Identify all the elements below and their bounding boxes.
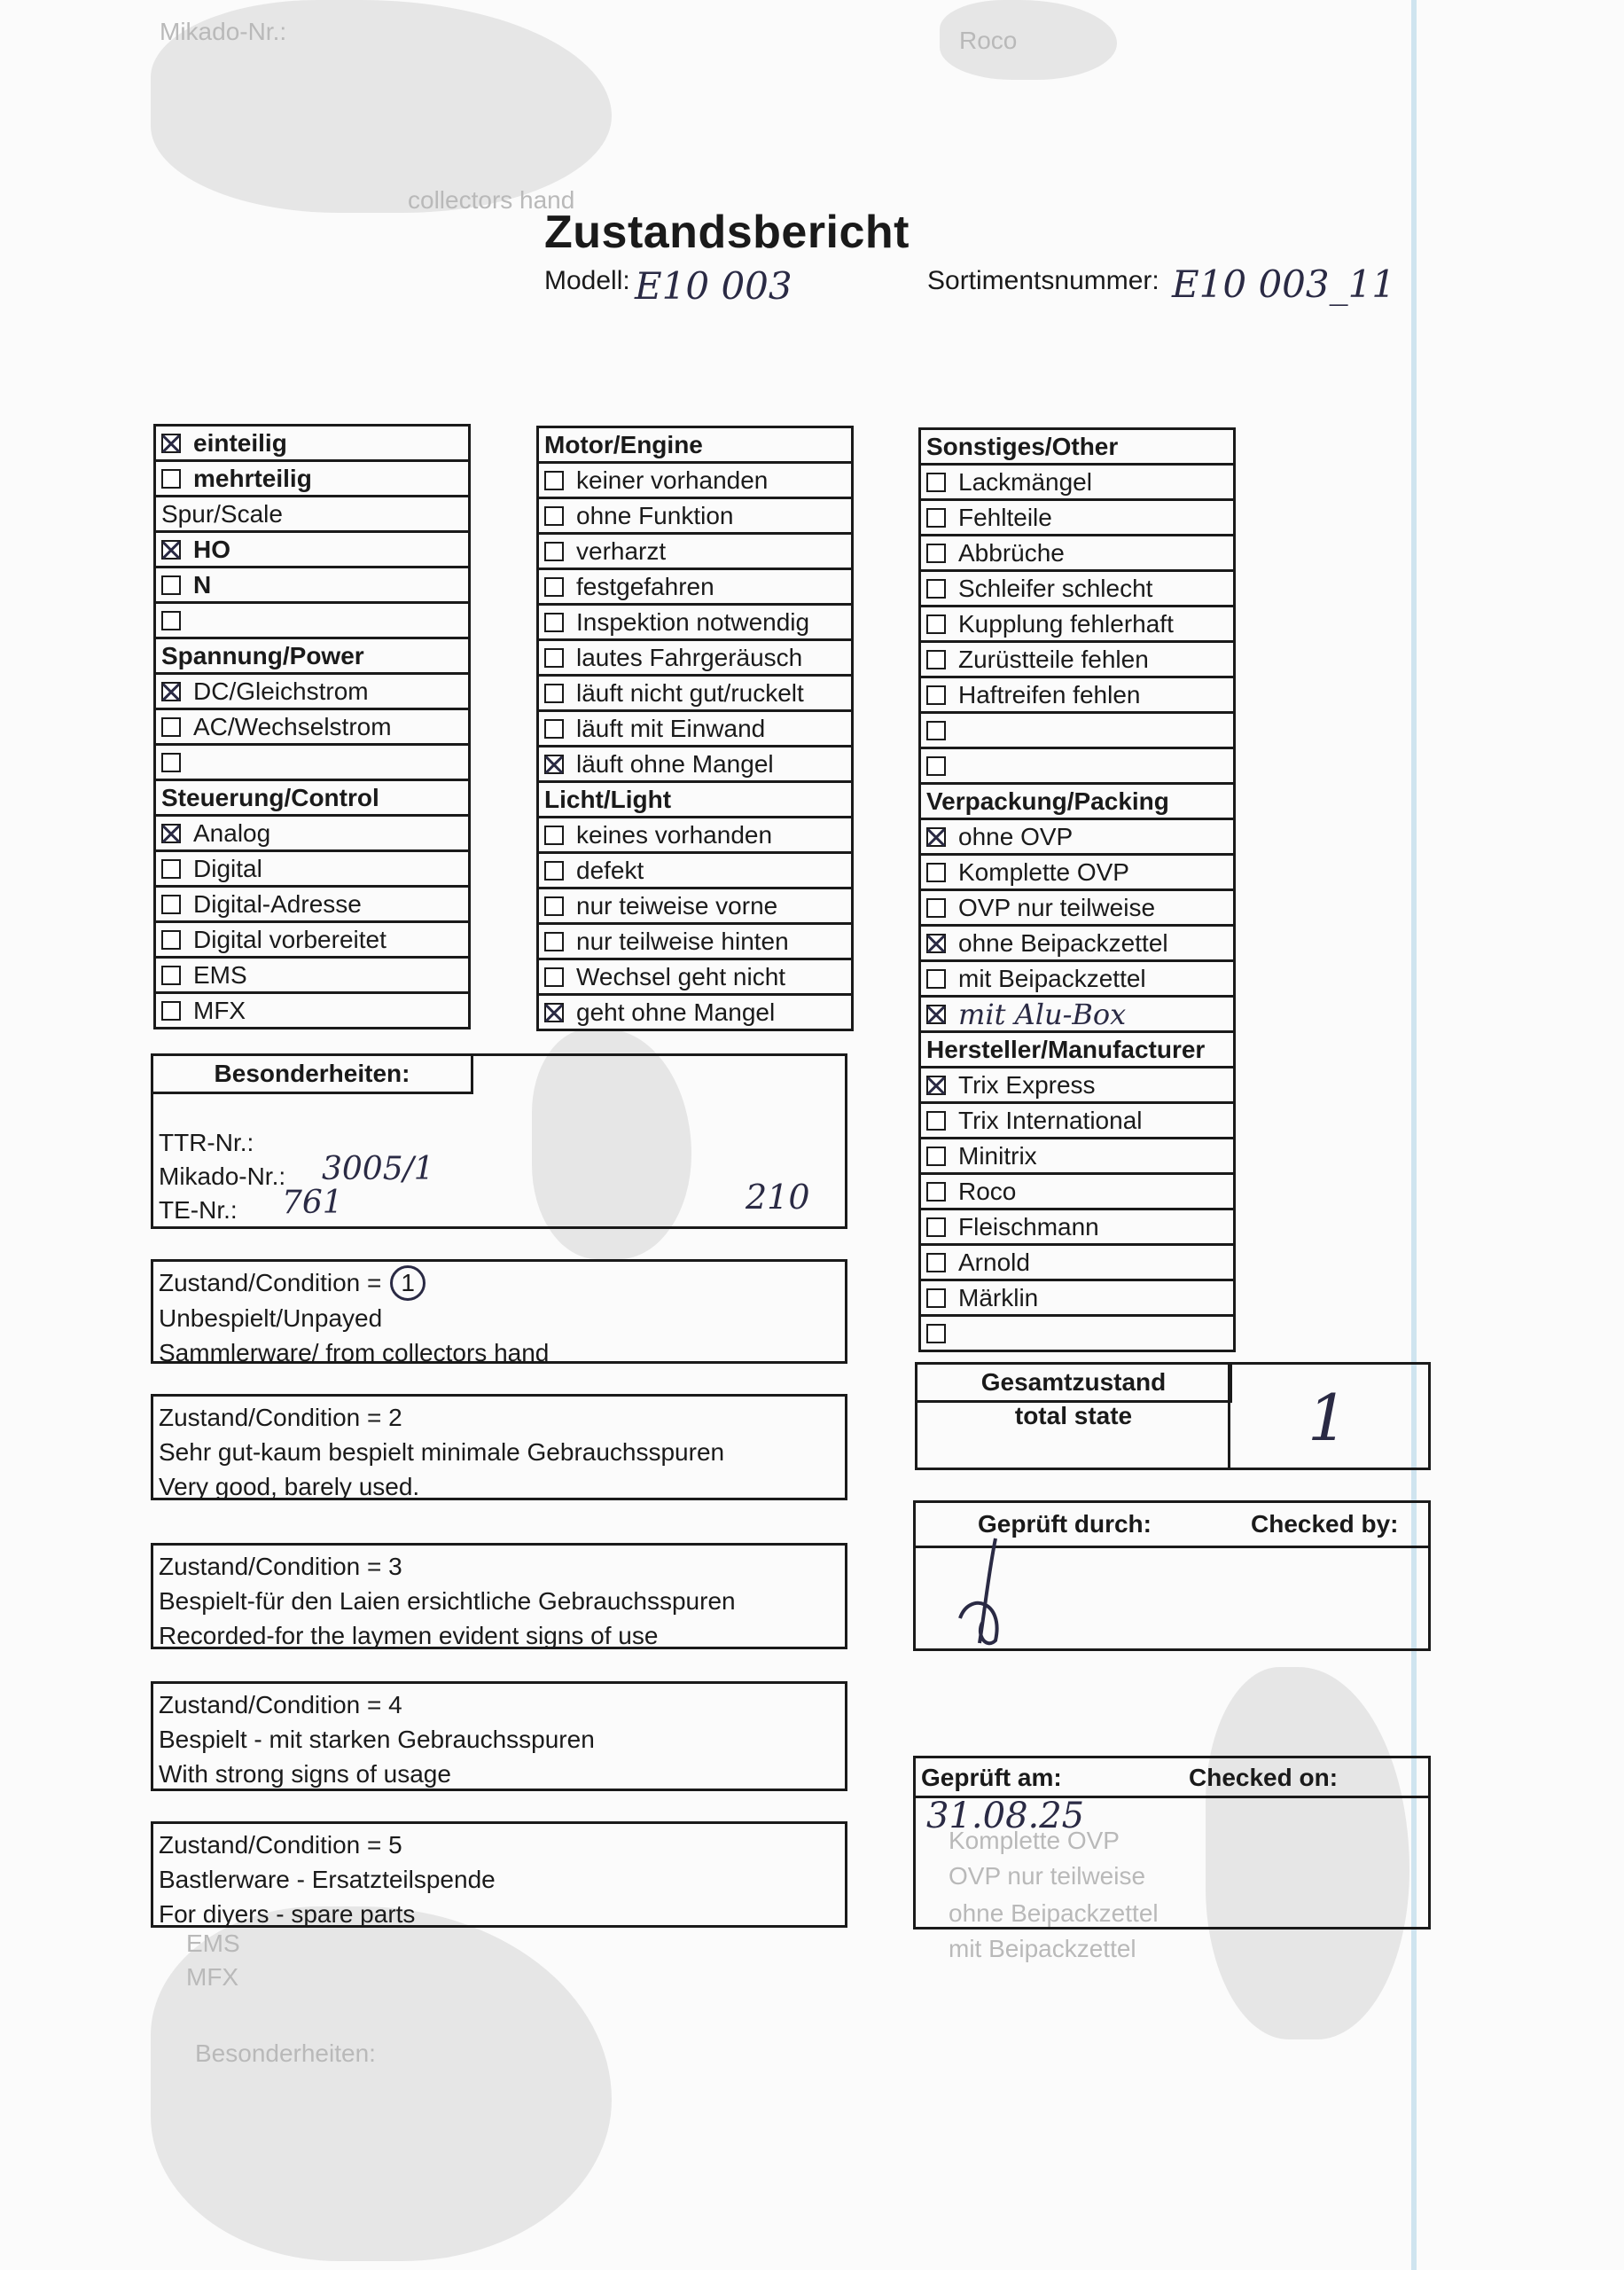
checklist-column-scale	[153, 424, 471, 1029]
checkbox-icon[interactable]	[544, 826, 564, 845]
row-label: N	[193, 570, 212, 599]
gepruft-durch-label: Geprüft durch:	[978, 1510, 1152, 1538]
row-label: Fehlteile	[958, 503, 1052, 531]
row-label: Fleischmann	[958, 1212, 1099, 1241]
row-label: Licht/Light	[544, 785, 672, 813]
row-label: Trix Express	[958, 1070, 1096, 1099]
checkbox-icon[interactable]	[544, 719, 564, 739]
checklist-row	[921, 1281, 1233, 1317]
bleed-text: Komplette OVP	[949, 1827, 1120, 1854]
checklist-row	[539, 854, 851, 889]
row-label: Digital-Adresse	[193, 889, 362, 918]
checkbox-icon[interactable]	[544, 861, 564, 881]
checkbox-icon[interactable]	[544, 577, 564, 597]
section-header	[156, 637, 468, 675]
row-label: mehrteilig	[193, 464, 312, 492]
row-label: EMS	[193, 960, 247, 989]
condition-5-title: Zustand/Condition = 5	[159, 1831, 402, 1859]
checkbox-icon[interactable]	[161, 611, 181, 630]
checkbox-icon[interactable]	[926, 579, 946, 599]
checklist-row	[539, 677, 851, 712]
checklist-row	[921, 1139, 1233, 1175]
condition-4-line1: Bespielt - mit starken Gebrauchsspuren	[159, 1726, 595, 1753]
row-label: Zurüstteile fehlen	[958, 645, 1149, 673]
extra-value: 210	[746, 1178, 810, 1217]
checklist-row	[156, 888, 468, 923]
checkbox-icon[interactable]	[161, 859, 181, 879]
checked-on-label: Checked on:	[1189, 1764, 1339, 1791]
gesamt-label-de: Gesamtzustand	[980, 1368, 1167, 1396]
condition-1-title: Zustand/Condition =	[159, 1269, 382, 1296]
row-label: defekt	[576, 856, 644, 884]
checklist-row	[921, 607, 1233, 643]
section-header	[921, 782, 1233, 820]
row-label: Sonstiges/Other	[926, 432, 1119, 460]
condition-5-box	[151, 1821, 847, 1928]
checkbox-icon[interactable]	[544, 684, 564, 703]
checklist-row	[921, 820, 1233, 856]
row-label: ohne Funktion	[576, 501, 734, 529]
row-label: läuft mit Einwand	[576, 714, 766, 742]
modell-value: E10 003	[635, 264, 792, 308]
checkbox-checked-icon[interactable]	[544, 1003, 564, 1022]
modell-label: Modell:	[544, 266, 630, 295]
checkbox-icon[interactable]	[926, 1217, 946, 1237]
checkbox-icon[interactable]	[544, 967, 564, 987]
row-label: einteilig	[193, 428, 287, 457]
row-label: keiner vorhanden	[576, 466, 769, 494]
checklist-row	[156, 852, 468, 888]
gesamt-label-en: total state	[1014, 1402, 1133, 1429]
checklist-row	[539, 925, 851, 960]
row-label: OVP nur teilweise	[958, 893, 1156, 921]
sortiment-label: Sortimentsnummer:	[927, 266, 1159, 295]
checkbox-icon[interactable]	[926, 1111, 946, 1131]
checkbox-checked-icon[interactable]	[926, 827, 946, 847]
section-header	[539, 426, 851, 464]
gesamt-box	[915, 1362, 1431, 1470]
condition-2-line2: Very good, barely used.	[159, 1473, 420, 1500]
row-label: ohne OVP	[958, 822, 1074, 850]
checklist-row	[539, 748, 851, 783]
checklist-row	[156, 533, 468, 568]
gepruft-durch-box	[913, 1500, 1431, 1651]
row-label: festgefahren	[576, 572, 714, 600]
checklist-row	[156, 959, 468, 994]
row-label: Arnold	[958, 1248, 1030, 1276]
row-label: Haftreifen fehlen	[958, 680, 1141, 708]
checklist-row	[539, 996, 851, 1031]
condition-2-box	[151, 1394, 847, 1500]
condition-1-line2: Sammlerware/ from collectors hand	[159, 1339, 550, 1366]
row-label: verharzt	[576, 536, 667, 565]
row-label: nur teilweise hinten	[576, 927, 789, 955]
checklist-row	[539, 960, 851, 996]
checklist-row	[921, 856, 1233, 891]
checklist-row	[921, 998, 1233, 1033]
checklist-row	[156, 923, 468, 959]
mikado-label: Mikado-Nr.:	[159, 1162, 286, 1190]
checklist-row	[921, 1068, 1233, 1104]
checklist-row	[921, 714, 1233, 749]
row-label: Trix International	[958, 1106, 1143, 1134]
bleed-smudge	[151, 1906, 612, 2261]
bleed-text: OVP nur teilweise	[949, 1862, 1146, 1890]
checkbox-checked-icon[interactable]	[926, 1076, 946, 1095]
row-label: AC/Wechselstrom	[193, 712, 392, 740]
row-label: Kupplung fehlerhaft	[958, 609, 1174, 638]
checklist-column-motor	[536, 426, 854, 1031]
checkbox-icon[interactable]	[926, 614, 946, 634]
checkbox-icon[interactable]	[926, 473, 946, 492]
checkbox-icon[interactable]	[161, 753, 181, 772]
gepruft-am-value: 31.08.25	[926, 1796, 1085, 1836]
row-label: keines vorhanden	[576, 820, 773, 849]
condition-3-box	[151, 1543, 847, 1649]
checkbox-checked-icon[interactable]	[926, 934, 946, 953]
mikado-value: 3005/1	[322, 1151, 434, 1187]
checklist-row	[156, 427, 468, 462]
checklist-row	[921, 891, 1233, 927]
bleed-text: collectors hand	[408, 186, 575, 214]
bleed-text: Besonderheiten:	[195, 2039, 376, 2067]
checklist-column-other	[918, 427, 1236, 1352]
checkbox-icon[interactable]	[161, 895, 181, 914]
row-label: lautes Fahrgeräusch	[576, 643, 803, 671]
checklist-row	[539, 606, 851, 641]
checklist-row	[921, 927, 1233, 962]
checklist-row	[921, 1317, 1233, 1352]
row-label: Digital	[193, 854, 262, 882]
checklist-row	[921, 572, 1233, 607]
row-label: Spannung/Power	[161, 641, 364, 669]
checklist-row	[921, 962, 1233, 998]
checkbox-icon[interactable]	[161, 717, 181, 737]
checklist-row	[156, 675, 468, 710]
checkbox-checked-icon[interactable]	[161, 682, 181, 701]
checkbox-icon[interactable]	[926, 544, 946, 563]
checklist-row	[921, 678, 1233, 714]
checkbox-icon[interactable]	[544, 542, 564, 561]
row-label: geht ohne Mangel	[576, 998, 776, 1026]
condition-1-line1: Unbespielt/Unpayed	[159, 1304, 383, 1332]
checklist-row	[539, 535, 851, 570]
page-title: Zustandsbericht	[544, 207, 910, 258]
gepruft-am-label: Geprüft am:	[921, 1764, 1062, 1791]
checkbox-checked-icon[interactable]	[161, 434, 181, 453]
checkbox-icon[interactable]	[544, 896, 564, 916]
row-label: läuft nicht gut/ruckelt	[576, 678, 804, 707]
bleed-text: Mikado-Nr.:	[160, 18, 287, 45]
row-label: Schleifer schlecht	[958, 574, 1153, 602]
checklist-row	[921, 536, 1233, 572]
checkbox-icon[interactable]	[161, 966, 181, 985]
checked-by-label: Checked by:	[1251, 1510, 1399, 1538]
bleed-text: Roco	[959, 27, 1018, 54]
row-label: Inspektion notwendig	[576, 607, 810, 636]
checkbox-icon[interactable]	[926, 721, 946, 740]
checkbox-checked-icon[interactable]	[161, 824, 181, 843]
condition-4-line2: With strong signs of usage	[159, 1760, 451, 1788]
checklist-row	[156, 817, 468, 852]
scan-edge-line	[1411, 0, 1417, 2270]
checklist-row	[539, 712, 851, 748]
checkbox-icon[interactable]	[926, 508, 946, 528]
checkbox-icon[interactable]	[544, 648, 564, 668]
checklist-row	[921, 501, 1233, 536]
checkbox-icon[interactable]	[926, 756, 946, 776]
checkbox-icon[interactable]	[544, 471, 564, 490]
checklist-row	[156, 994, 468, 1029]
checkbox-icon[interactable]	[926, 1288, 946, 1308]
checklist-row	[156, 710, 468, 746]
checkbox-icon[interactable]	[161, 469, 181, 489]
checkbox-icon[interactable]	[926, 863, 946, 882]
checkbox-checked-icon[interactable]	[161, 540, 181, 560]
te-label: TE-Nr.:	[159, 1196, 238, 1224]
condition-2-line1: Sehr gut-kaum bespielt minimale Gebrauchsspuren	[159, 1438, 725, 1466]
checklist-row	[156, 462, 468, 497]
bleed-text: EMS	[186, 1930, 240, 1957]
row-label: Roco	[958, 1177, 1017, 1205]
checklist-row	[539, 464, 851, 499]
row-label: Komplette OVP	[958, 857, 1129, 886]
section-header	[539, 780, 851, 818]
checklist-row	[156, 568, 468, 604]
besonderheiten-header: Besonderheiten:	[151, 1053, 473, 1094]
checkbox-icon[interactable]	[926, 1324, 946, 1343]
checkbox-checked-icon[interactable]	[926, 1005, 946, 1024]
row-label: Wechsel geht nicht	[576, 962, 786, 990]
condition-3-line2: Recorded-for the laymen evident signs of use	[159, 1622, 659, 1649]
condition-1-box	[151, 1259, 847, 1364]
checkbox-icon[interactable]	[161, 930, 181, 950]
section-header	[156, 779, 468, 817]
section-header	[921, 1030, 1233, 1068]
checklist-row	[921, 1246, 1233, 1281]
bleed-text: mit Beipackzettel	[949, 1935, 1136, 1962]
row-label: DC/Gleichstrom	[193, 677, 369, 705]
row-label: nur teiweise vorne	[576, 891, 778, 920]
checkbox-icon[interactable]	[926, 685, 946, 705]
condition-2-title: Zustand/Condition = 2	[159, 1404, 402, 1431]
condition-3-line1: Bespielt-für den Laien ersichtliche Gebrauchsspuren	[159, 1587, 736, 1615]
gesamt-value: 1	[1308, 1381, 1348, 1455]
condition-4-box	[151, 1681, 847, 1791]
checklist-row	[921, 749, 1233, 785]
condition-4-title: Zustand/Condition = 4	[159, 1691, 402, 1718]
checkbox-icon[interactable]	[926, 1147, 946, 1166]
te-value: 761	[282, 1185, 343, 1221]
section-header	[921, 427, 1233, 466]
checklist-row	[921, 1104, 1233, 1139]
row-label: Motor/Engine	[544, 430, 703, 458]
checkbox-icon[interactable]	[926, 898, 946, 918]
condition-5-line2: For diyers - spare parts	[159, 1900, 416, 1928]
condition-1-number: 1	[390, 1265, 426, 1301]
besonderheiten-box	[151, 1053, 847, 1229]
row-label: Spur/Scale	[161, 499, 283, 528]
checkbox-icon[interactable]	[544, 506, 564, 526]
checklist-row	[921, 1210, 1233, 1246]
checklist-row	[539, 889, 851, 925]
checkbox-icon[interactable]	[926, 1253, 946, 1272]
row-label: Digital vorbereitet	[193, 925, 386, 953]
row-label: MFX	[193, 996, 246, 1024]
checklist-row	[156, 604, 468, 639]
checkbox-icon[interactable]	[544, 613, 564, 632]
row-label: Analog	[193, 818, 271, 847]
row-label: Steuerung/Control	[161, 783, 379, 811]
section-label	[156, 497, 468, 533]
sortiment-value: E10 003_11	[1172, 262, 1396, 306]
row-label: Verpackung/Packing	[926, 787, 1169, 815]
signature-mark	[933, 1538, 1040, 1663]
checklist-row	[539, 570, 851, 606]
row-label: mit Beipackzettel	[958, 964, 1146, 992]
row-label: ohne Beipackzettel	[958, 928, 1168, 957]
checkbox-checked-icon[interactable]	[544, 755, 564, 774]
checklist-row	[539, 499, 851, 535]
checklist-row	[921, 466, 1233, 501]
row-label: Hersteller/Manufacturer	[926, 1035, 1206, 1063]
checklist-row	[921, 643, 1233, 678]
checklist-row	[539, 641, 851, 677]
bleed-text: ohne Beipackzettel	[949, 1899, 1159, 1927]
checklist-row	[539, 818, 851, 854]
row-label: läuft ohne Mangel	[576, 749, 774, 778]
bleed-text: MFX	[186, 1963, 239, 1991]
condition-3-title: Zustand/Condition = 3	[159, 1553, 402, 1580]
checkbox-icon[interactable]	[926, 969, 946, 989]
condition-5-line1: Bastlerware - Ersatzteilspende	[159, 1866, 496, 1893]
checkbox-icon[interactable]	[161, 575, 181, 595]
checkbox-icon[interactable]	[544, 932, 564, 951]
checkbox-icon[interactable]	[926, 650, 946, 669]
checklist-row	[921, 1175, 1233, 1210]
row-label: Märklin	[958, 1283, 1039, 1311]
ttr-label: TTR-Nr.:	[159, 1129, 254, 1156]
row-label: Abbrüche	[958, 538, 1065, 567]
row-label: mit Alu-Box	[958, 998, 1127, 1031]
row-label: HO	[193, 535, 230, 563]
row-label: Minitrix	[958, 1141, 1037, 1170]
checkbox-icon[interactable]	[926, 1182, 946, 1202]
row-label: Lackmängel	[958, 467, 1092, 496]
checkbox-icon[interactable]	[161, 1001, 181, 1021]
checklist-row	[156, 746, 468, 781]
